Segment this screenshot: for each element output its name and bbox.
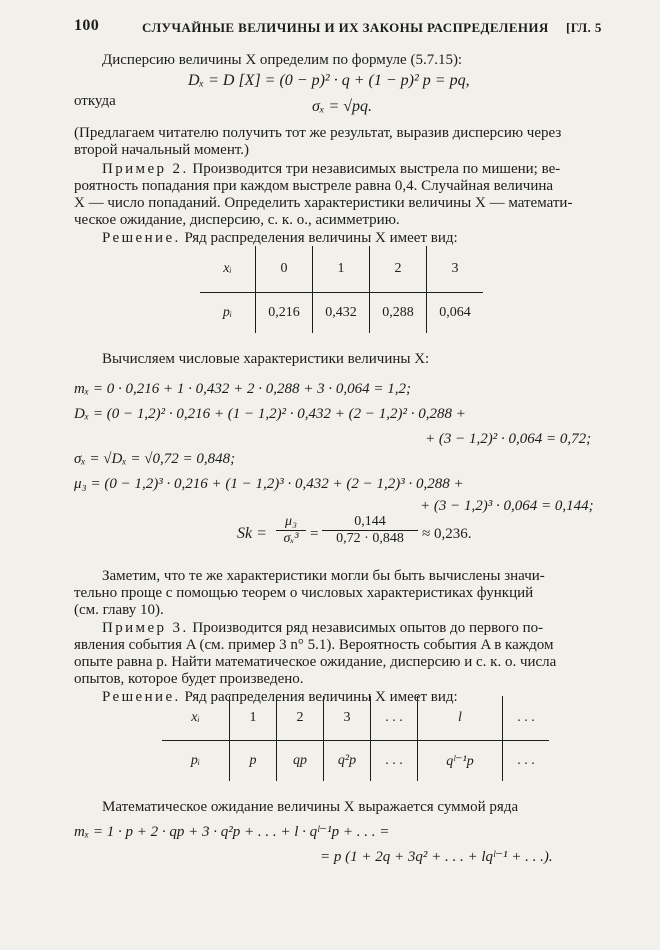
table-cell: 1: [313, 246, 370, 293]
table-cell: qˡ⁻¹p: [418, 741, 503, 782]
table-cell: 0,064: [427, 293, 484, 334]
calc-heading: Вычисляем числовые характеристики величины X:: [102, 351, 430, 367]
table-cell: 3: [324, 696, 371, 741]
formula-dx-2: + (3 − 1,2)² · 0,064 = 0,72;: [425, 431, 592, 447]
table-row: [200, 246, 483, 293]
table-row: [200, 293, 483, 334]
example3-line-1: [102, 619, 543, 637]
example2-label: Пример 2.: [102, 161, 189, 177]
formula-mu3-1: μ₃ = (0 − 1,2)³ · 0,216 + (1 − 1,2)³ · 0,432 + (2 − 1,2)³ · 0,288 +: [74, 476, 464, 492]
table-cell: 2: [277, 696, 324, 741]
table-cell: 0,288: [370, 293, 427, 334]
table-cell: pᵢ: [162, 741, 230, 782]
table-cell: xᵢ: [223, 261, 232, 276]
sk-denominator-2: 0,72 · 0,848: [322, 530, 418, 547]
intro-line: Дисперсию величины X определим по формуле (5.7.15):: [102, 52, 463, 68]
sk-fraction-2: [322, 514, 418, 547]
table-cell: l: [418, 696, 503, 741]
remark-line-2: тельно проще с помощью теорем о числовых характеристиках функций: [74, 585, 534, 601]
formula-dispersion: Dₓ = D [X] = (0 − p)² · q + (1 − p)² p = pq,: [188, 72, 470, 89]
table-cell: . . .: [503, 741, 550, 782]
table-row: [162, 696, 549, 741]
example3-line-4: опытов, которое будет произведено.: [74, 671, 304, 687]
final-heading: Математическое ожидание величины X выражается суммой ряда: [102, 799, 519, 815]
sk-fraction-1: [276, 514, 306, 547]
solution-label: Решение.: [102, 689, 181, 705]
distribution-table-1: [200, 246, 483, 333]
solution-label: Решение.: [102, 230, 181, 246]
formula-series-1: mₓ = 1 · p + 2 · qp + 3 · q²p + . . . + l · qˡ⁻¹p + . . . =: [74, 824, 390, 840]
table-cell: 1: [230, 696, 277, 741]
sk-numerator-1: μ₃: [285, 514, 297, 529]
formula-mu3-2: + (3 − 1,2)³ · 0,064 = 0,144;: [420, 498, 594, 514]
formula-dx-1: Dₓ = (0 − 1,2)² · 0,216 + (1 − 1,2)² · 0,432 + (2 − 1,2)² · 0,288 +: [74, 406, 466, 422]
example3-label: Пример 3.: [102, 620, 189, 636]
table-cell: . . .: [371, 741, 418, 782]
table-cell: 2: [370, 246, 427, 293]
table-cell: pᵢ: [200, 293, 256, 334]
sk-equals: =: [310, 526, 319, 542]
table-cell: p: [230, 741, 277, 782]
sk-result: ≈ 0,236.: [422, 526, 472, 542]
solution-text: Ряд распределения величины X имеет вид:: [184, 689, 458, 705]
table-cell: . . .: [503, 696, 550, 741]
table-cell: 0,216: [256, 293, 313, 334]
table-cell: xᵢ: [191, 710, 200, 725]
example2-text-1: Производится три независимых выстрела по мишени; ве-: [192, 161, 561, 177]
solution-text: Ряд распределения величины X имеет вид:: [184, 230, 458, 246]
formula-sigma: σₓ = √pq.: [312, 98, 373, 115]
example3-line-3: опыте равна p. Найти математическое ожидание, дисперсию и с. к. о. числа: [74, 654, 557, 670]
table-cell: 0,432: [313, 293, 370, 334]
note-line-1: (Предлагаем читателю получить тот же результат, выразив дисперсию через: [74, 125, 562, 141]
remark-line-1: Заметим, что те же характеристики могли бы быть вычислены значи-: [102, 568, 545, 584]
sk-numerator-2: 0,144: [354, 514, 386, 529]
table-cell: qp: [277, 741, 324, 782]
example3-line-2: явления события A (см. пример 3 n° 5.1). Вероятность события A в каждом: [74, 637, 554, 653]
table-cell: . . .: [371, 696, 418, 741]
table-cell: q²p: [324, 741, 371, 782]
page-number: 100: [74, 17, 100, 34]
sk-left: Sk =: [237, 525, 267, 542]
example2-line-1: [102, 160, 560, 178]
note-line-2: второй начальный момент.): [74, 142, 250, 158]
example2-line-4: ческое ожидание, дисперсию, с. к. о., асимметрию.: [74, 212, 400, 228]
formula-sigma-x: σₓ = √Dₓ = √0,72 = 0,848;: [74, 451, 236, 467]
running-title: СЛУЧАЙНЫЕ ВЕЛИЧИНЫ И ИХ ЗАКОНЫ РАСПРЕДЕЛЕНИЯ: [142, 20, 549, 35]
formula-series-2: = p (1 + 2q + 3q² + . . . + lqˡ⁻¹ + . . .).: [320, 849, 553, 865]
example2-line-3: X — число попаданий. Определить характеристики величины X — математи-: [74, 195, 573, 211]
example2-solution: [102, 229, 458, 247]
otkuda-word: откуда: [74, 93, 116, 109]
chapter-label: [ГЛ. 5: [566, 20, 602, 35]
table-cell: 3: [427, 246, 484, 293]
example3-text-1: Производится ряд независимых опытов до первого по-: [192, 620, 544, 636]
table-row: [162, 741, 549, 782]
example2-line-2: роятность попадания при каждом выстреле равна 0,4. Случайная величина: [74, 178, 554, 194]
distribution-table-2: [162, 696, 549, 781]
table-cell: 0: [256, 246, 313, 293]
sk-denominator-1: σₓ³: [276, 530, 306, 547]
remark-line-3: (см. главу 10).: [74, 602, 164, 618]
formula-mx: mₓ = 0 · 0,216 + 1 · 0,432 + 2 · 0,288 + 3 · 0,064 = 1,2;: [74, 381, 411, 397]
